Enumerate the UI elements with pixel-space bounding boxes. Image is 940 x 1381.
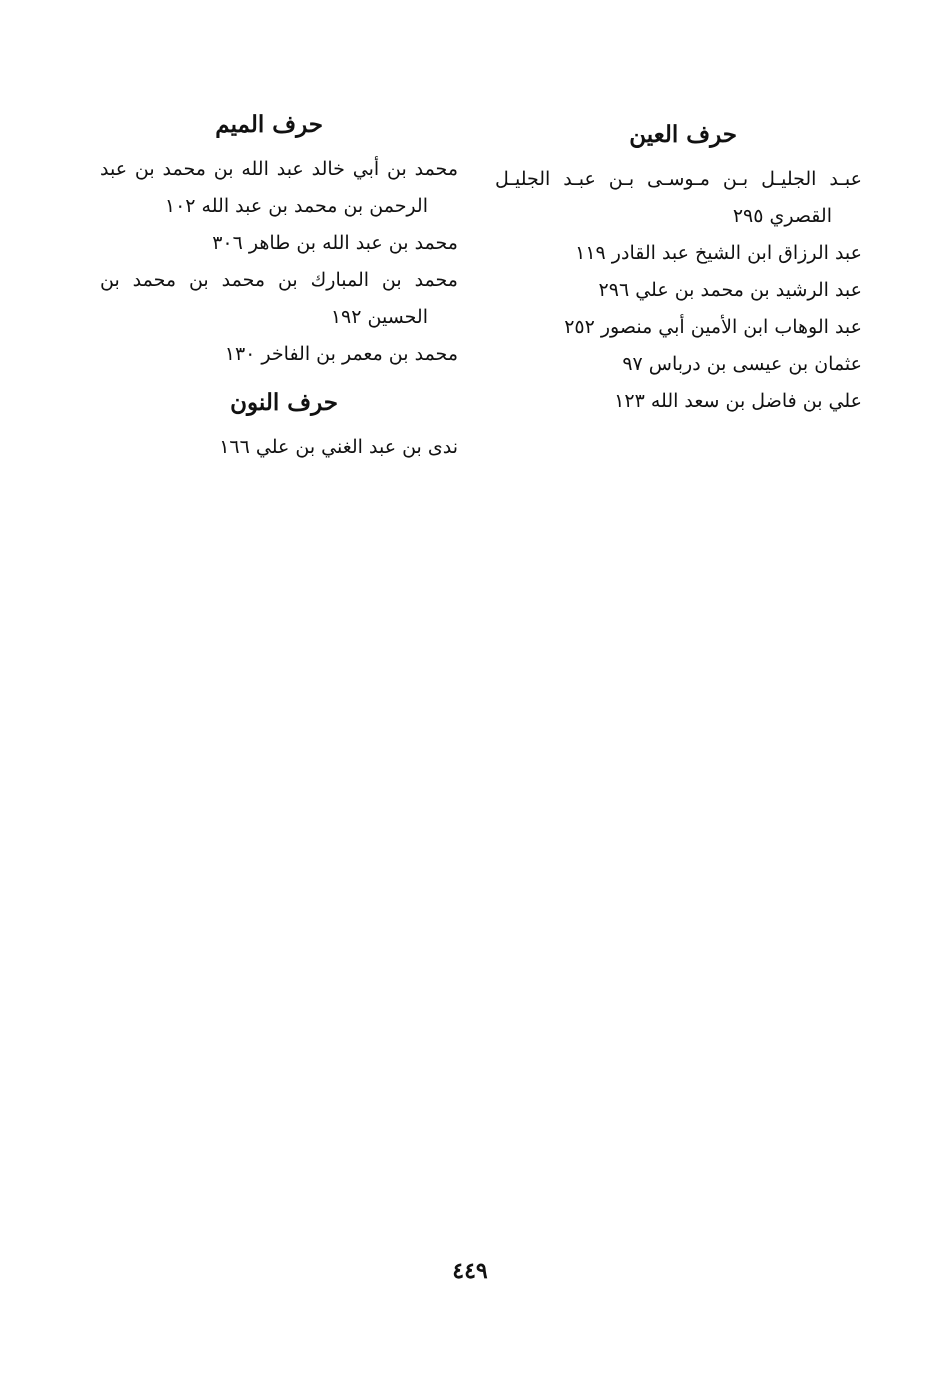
index-entry: عبـد الجليـل بـن مـوسـى بـن عبـد الجليـل القصري ٢٩٥ [495,168,862,227]
right-column [495,115,862,420]
index-entry: محمد بن المبارك بن محمد بن محمد بن الحسين ١٩٢ [100,269,458,328]
index-entry: علي بن فاضل بن سعد الله ١٢٣ [614,390,862,412]
section-heading-ain: حرف العين [629,121,737,148]
index-entry: محمد بن أبي خالد عبد الله بن محمد بن عبد الرحمن بن محمد بن عبد الله ١٠٢ [100,158,458,217]
index-entry: عبد الرشيد بن محمد بن علي ٢٩٦ [598,279,862,301]
entries-list-noon [100,429,458,466]
index-entry: محمد بن عبد الله بن طاهر ٣٠٦ [212,232,458,254]
section-heading-meem: حرف الميم [215,111,323,138]
entries-list-meem [100,151,458,373]
index-entry: عثمان بن عيسى بن درباس ٩٧ [622,353,862,375]
index-entry: عبد الرزاق ابن الشيخ عبد القادر ١١٩ [575,242,862,264]
section-heading-noon: حرف النون [230,389,338,416]
page-number: ٤٤٩ [452,1258,488,1284]
index-entry: ندى بن عبد الغني بن علي ١٦٦ [219,436,458,458]
index-entry: محمد بن معمر بن الفاخر ١٣٠ [224,343,458,365]
index-entry: عبد الوهاب ابن الأمين أبي منصور ٢٥٢ [564,316,862,338]
left-column [100,105,458,466]
entries-list-ain [495,161,862,420]
